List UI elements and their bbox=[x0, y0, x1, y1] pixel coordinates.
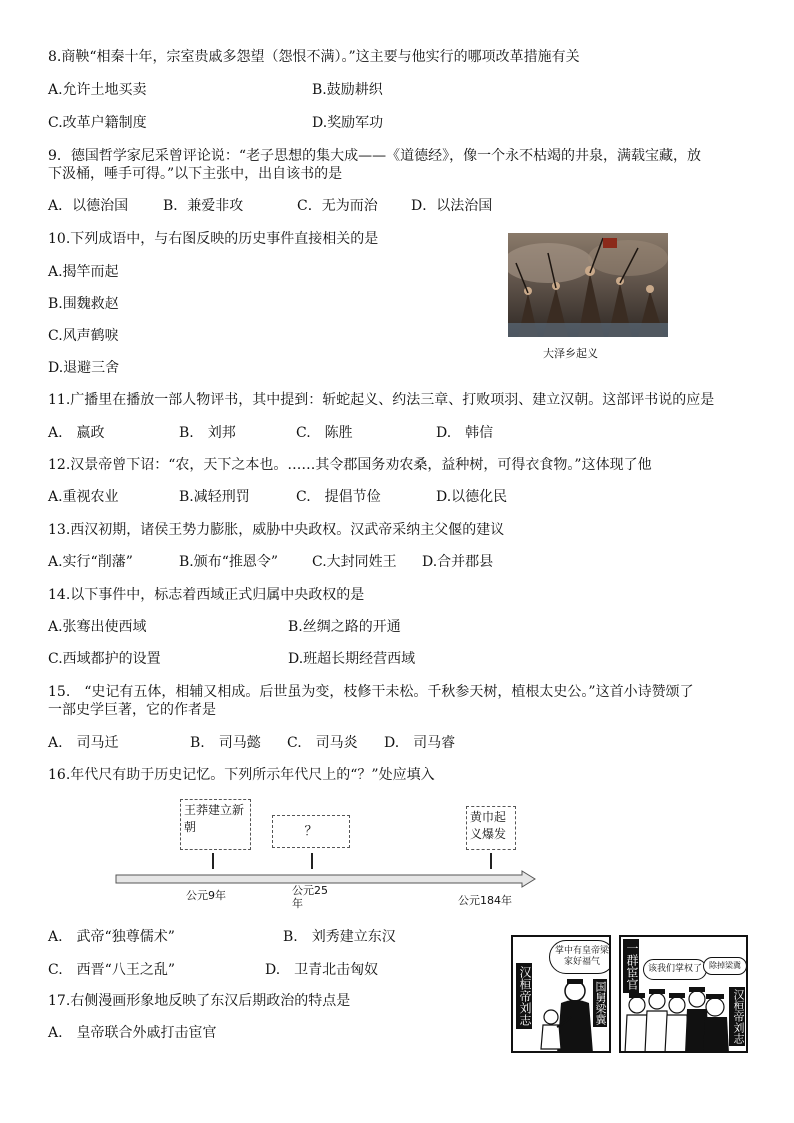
timeline-label-25ad: 公元25年 bbox=[292, 884, 328, 910]
q14-option-d: D.班超长期经营西域 bbox=[288, 651, 416, 667]
q11-option-d: D. 韩信 bbox=[436, 425, 494, 441]
cartoon-right-bubble-1: 该我们掌权了 bbox=[643, 959, 707, 980]
cartoon-left-panel bbox=[511, 935, 611, 1053]
q13-option-a: A.实行“削藩” bbox=[48, 554, 133, 570]
timeline-box-question: ？ bbox=[272, 815, 350, 848]
cartoon-left-bubble: 掌中有皇帝梁家好福气 bbox=[549, 940, 611, 974]
q9-option-a: A．以德治国 bbox=[48, 198, 129, 214]
cartoon-left-title: 汉桓帝刘志 bbox=[516, 963, 532, 1029]
q8-option-b: B.鼓励耕织 bbox=[312, 82, 383, 98]
q10-image-caption: 大泽乡起义 bbox=[543, 347, 598, 360]
q15-option-a: A. 司马迁 bbox=[48, 735, 119, 751]
q17-option-a: A. 皇帝联合外戚打击宦官 bbox=[48, 1025, 217, 1041]
q12-option-c: C. 提倡节俭 bbox=[296, 489, 381, 505]
q16-option-b: B. 刘秀建立东汉 bbox=[283, 929, 396, 945]
q14-option-c: C.西域都护的设置 bbox=[48, 651, 161, 667]
q13-option-b: B.颁布“推恩令” bbox=[179, 554, 279, 570]
q15-option-b: B. 司马懿 bbox=[190, 735, 261, 751]
q10-stem: 10.下列成语中，与右图反映的历史事件直接相关的是 bbox=[48, 231, 379, 247]
q8-option-d: D.奖励军功 bbox=[312, 115, 384, 131]
q15-stem-line2: 一部史学巨著，它的作者是 bbox=[48, 702, 216, 718]
timeline-box-xin-dynasty: 王莽建立新朝 bbox=[180, 799, 251, 850]
q9-stem-line2: 下汲桶，唾手可得。”以下主张中，出自该书的是 bbox=[48, 166, 343, 182]
cartoon-left-figures bbox=[531, 977, 595, 1053]
q9-option-d: D．以法治国 bbox=[411, 198, 493, 214]
q14-option-a: A.张骞出使西域 bbox=[48, 619, 147, 635]
q13-option-d: D.合并郡县 bbox=[422, 554, 494, 570]
q10-option-a: A.揭竿而起 bbox=[48, 264, 119, 280]
q15-option-d: D. 司马睿 bbox=[384, 735, 456, 751]
q11-option-a: A. 嬴政 bbox=[48, 425, 105, 441]
q9-option-c: C．无为而治 bbox=[297, 198, 378, 214]
q10-option-b: B.围魏救赵 bbox=[48, 296, 119, 312]
q16-stem: 16.年代尺有助于历史记忆。下列所示年代尺上的“？”处应填入 bbox=[48, 767, 435, 783]
cartoon-right-tag: 汉桓帝刘志 bbox=[729, 987, 745, 1046]
q16-option-d: D. 卫青北击匈奴 bbox=[265, 962, 379, 978]
q15-option-c: C. 司马炎 bbox=[287, 735, 358, 751]
q15-stem-line1: 15. “史记有五体，相辅又相成。后世虽为变，枝修干未松。千秋参天树，植根太史公。”这首小诗赞颂了 bbox=[48, 684, 694, 700]
timeline-box-yellow-turban: 黄巾起义爆发 bbox=[466, 806, 516, 850]
q12-stem: 12.汉景帝曾下诏：“农，天下之本也。……其令郡国务劝农桑，益种树，可得衣食物。”这体现了他 bbox=[48, 457, 652, 473]
q13-option-c: C.大封同姓王 bbox=[312, 554, 397, 570]
q12-option-a: A.重视农业 bbox=[48, 489, 119, 505]
q11-option-b: B. 刘邦 bbox=[179, 425, 236, 441]
q16-option-a: A. 武帝“独尊儒术” bbox=[48, 929, 175, 945]
q8-stem: 8.商鞅“相秦十年，宗室贵戚多怨望（怨恨不满）。”这主要与他实行的哪项改革措施有关 bbox=[48, 49, 580, 65]
q17-stem: 17.右侧漫画形象地反映了东汉后期政治的特点是 bbox=[48, 993, 351, 1009]
q13-stem: 13.西汉初期，诸侯王势力膨胀，威胁中央政权。汉武帝采纳主父偃的建议 bbox=[48, 522, 505, 538]
timeline-tick-1 bbox=[212, 853, 214, 869]
q10-option-c: C.风声鹤唳 bbox=[48, 328, 119, 344]
q12-option-d: D.以德化民 bbox=[436, 489, 508, 505]
q8-option-a: A.允许土地买卖 bbox=[48, 82, 147, 98]
q11-option-c: C. 陈胜 bbox=[296, 425, 353, 441]
q11-stem: 11.广播里在播放一部人物评书，其中提到：斩蛇起义、约法三章、打败项羽、建立汉朝。这部评书说的应是 bbox=[48, 392, 715, 408]
cartoon-right-figures bbox=[623, 985, 729, 1053]
cartoon-right-bubble-2: 除掉梁冀 bbox=[703, 957, 747, 975]
timeline-label-9ad: 公元9年 bbox=[186, 889, 226, 902]
cartoon-right-title: 一群宦官 bbox=[623, 939, 639, 993]
cartoon-left-tag: 国舅梁冀 bbox=[594, 981, 607, 1025]
timeline-tick-3 bbox=[490, 853, 492, 869]
q14-option-b: B.丝绸之路的开通 bbox=[288, 619, 401, 635]
q9-stem-line1: 9．德国哲学家尼采曾评论说：“老子思想的集大成——《道德经》，像一个永不枯竭的井泉，满载宝藏，放 bbox=[48, 148, 702, 164]
timeline-label-184ad: 公元184年 bbox=[458, 894, 512, 907]
q12-option-b: B.减轻刑罚 bbox=[179, 489, 250, 505]
q8-option-c: C.改革户籍制度 bbox=[48, 115, 147, 131]
timeline-tick-2 bbox=[311, 853, 313, 869]
cartoon-right-panel bbox=[619, 935, 748, 1053]
q14-stem: 14.以下事件中，标志着西域正式归属中央政权的是 bbox=[48, 587, 365, 603]
dazexiang-uprising-painting bbox=[508, 233, 668, 337]
q9-option-b: B．兼爱非攻 bbox=[163, 198, 244, 214]
q16-option-c: C. 西晋“八王之乱” bbox=[48, 962, 175, 978]
q10-option-d: D.退避三舍 bbox=[48, 360, 120, 376]
